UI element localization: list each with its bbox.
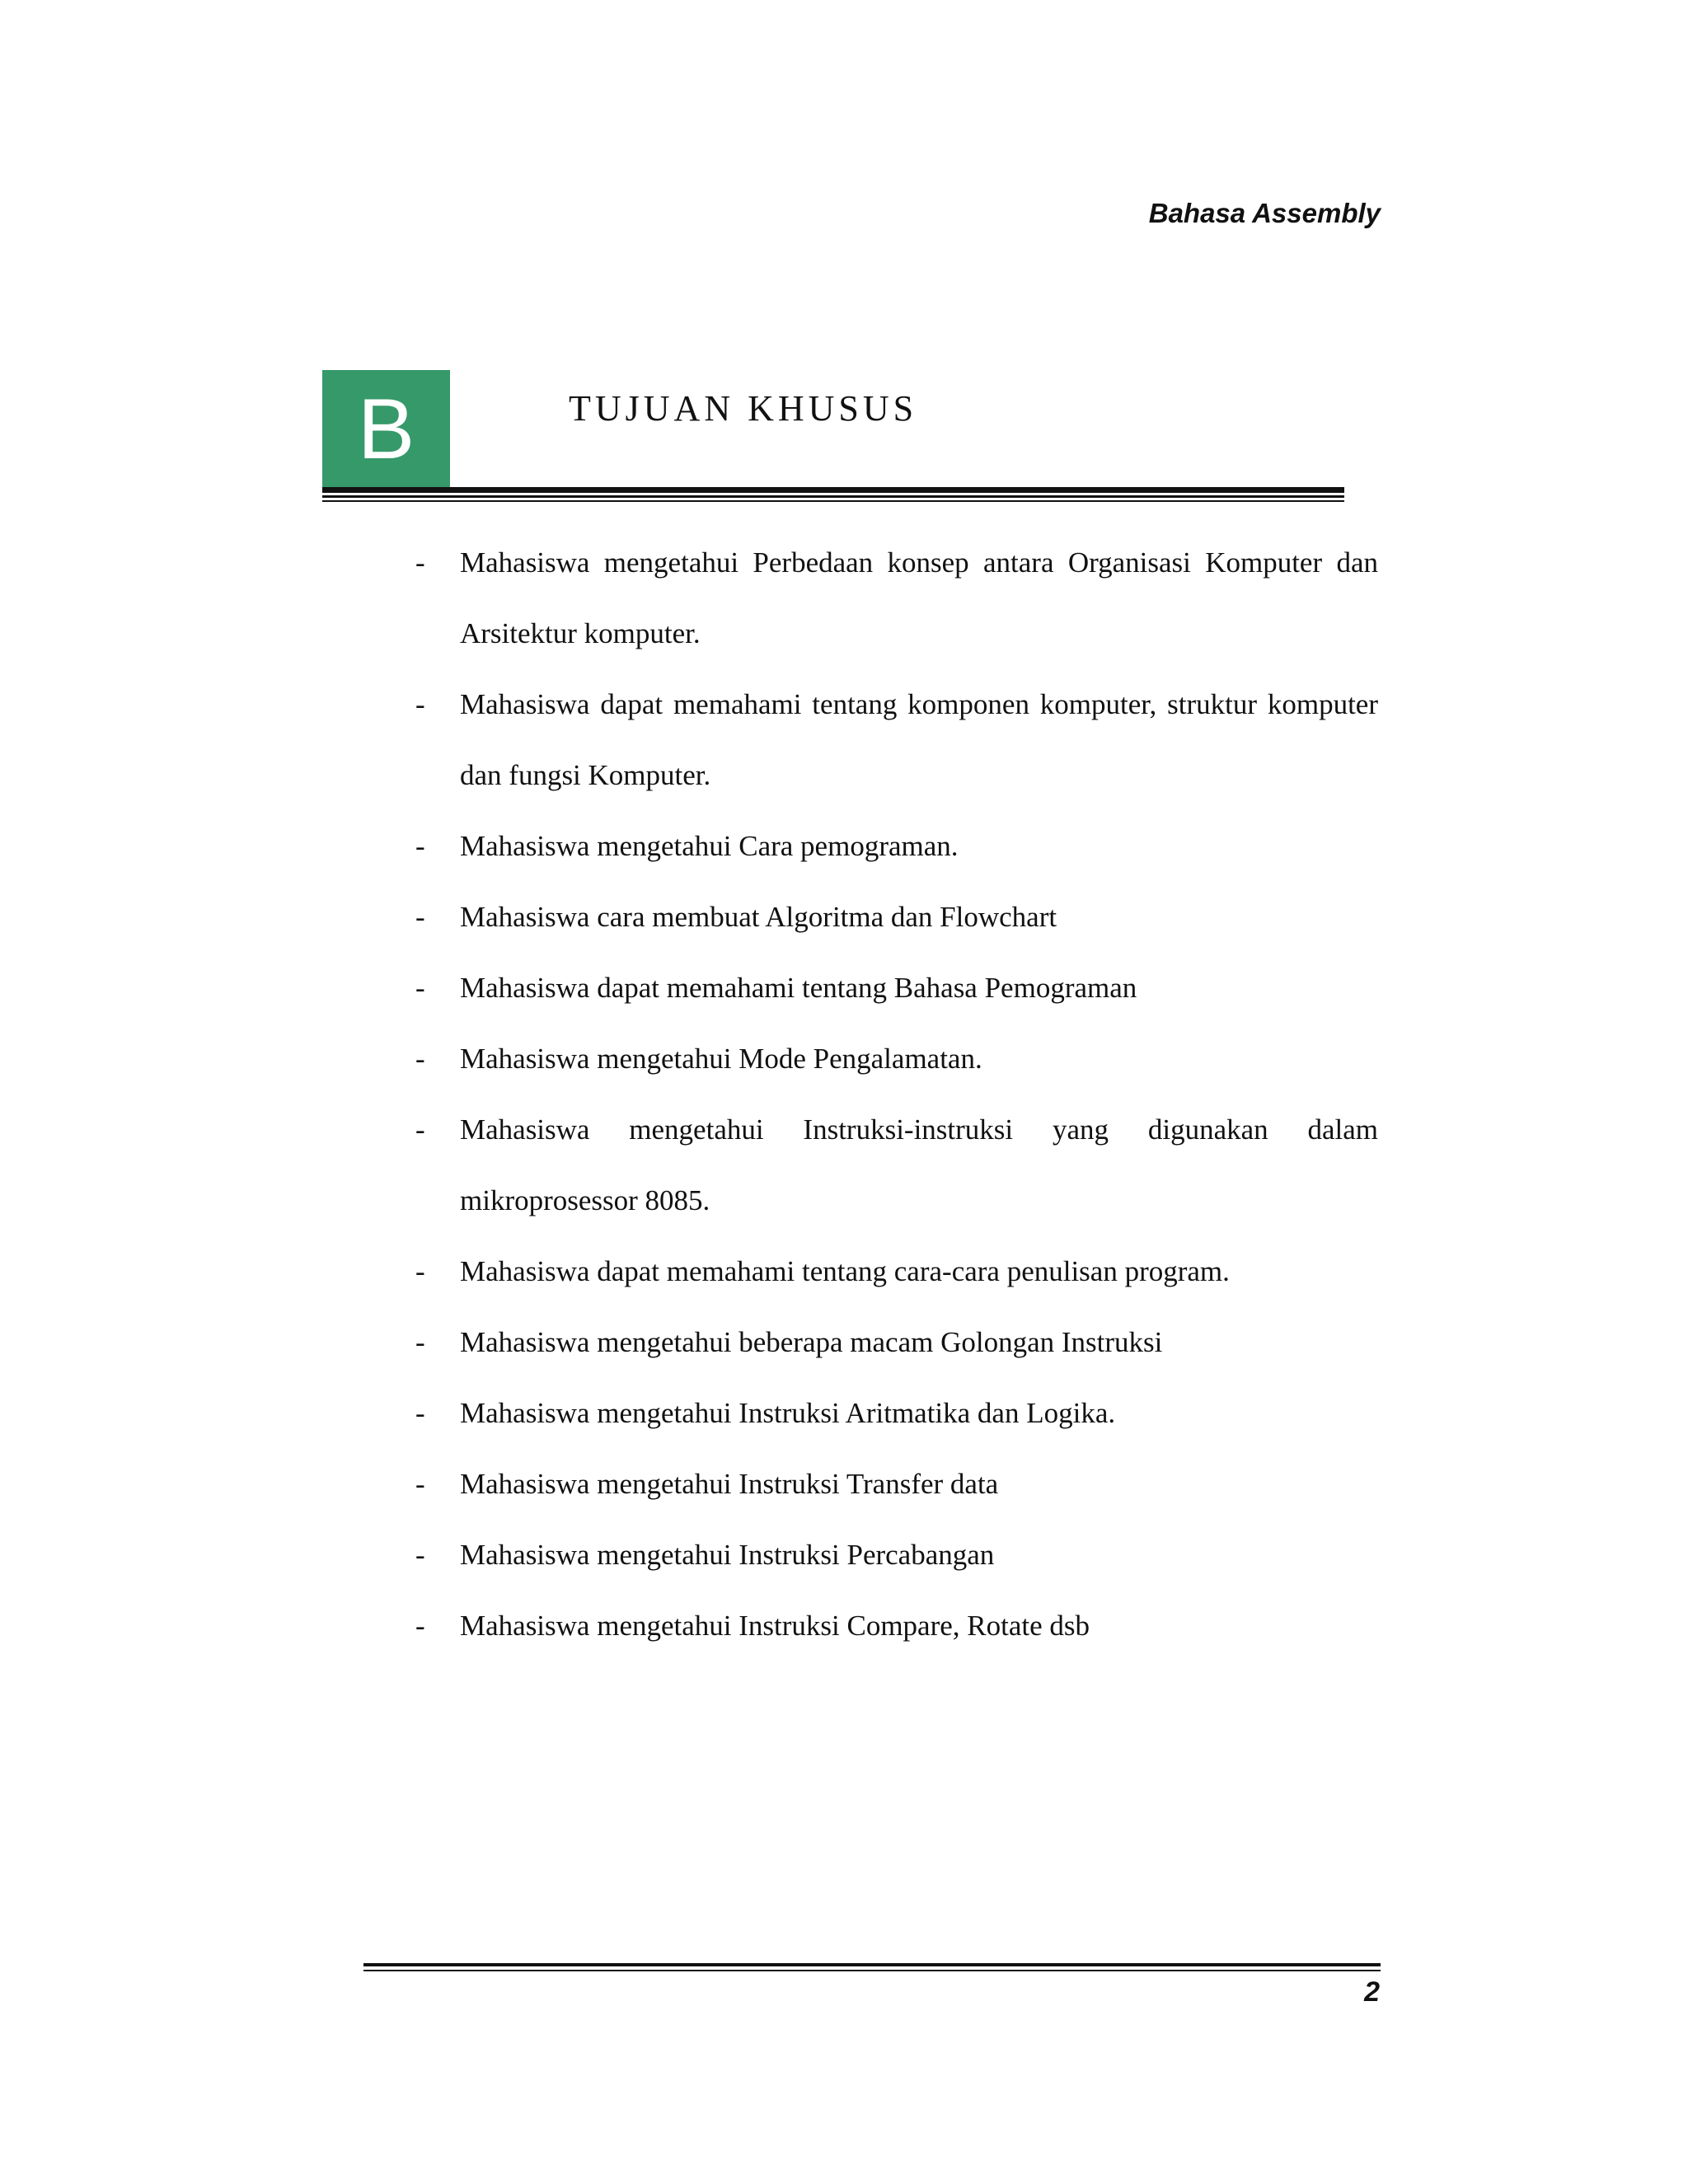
objectives-list [409,527,1378,1661]
running-header: Bahasa Assembly [1148,198,1381,228]
objective-text: Mahasiswa mengetahui Instruksi Compare, Rotate dsb [460,1610,1090,1642]
objective-text: Mahasiswa mengetahui Perbedaan konsep antara Organisasi Komputer dan Arsitektur komputer. [460,546,1378,649]
objective-text: Mahasiswa mengetahui Instruksi Aritmatika dan Logika. [460,1397,1116,1429]
title-divider [322,487,1344,493]
list-item: - Mahasiswa dapat memahami tentang komponen komputer, struktur komputer dan fungsi Komputer. [415,688,1378,791]
page-number: 2 [1364,1976,1380,2008]
list-item: - Mahasiswa mengetahui Instruksi Aritmatika dan Logika. [415,1397,1116,1429]
objective-text: Mahasiswa dapat memahami tentang Bahasa Pemograman [460,972,1137,1004]
objective-text: Mahasiswa mengetahui beberapa macam Golongan Instruksi [460,1326,1163,1358]
list-item: - Mahasiswa cara membuat Algoritma dan Flowchart [415,901,1057,933]
list-item: - Mahasiswa dapat memahami tentang Bahasa Pemograman [415,972,1137,1004]
section-letter-badge: B [322,370,450,490]
title-divider [322,500,1344,502]
objective-text: Mahasiswa dapat memahami tentang cara-cara penulisan program. [460,1255,1230,1287]
title-divider [322,495,1344,498]
objective-text: Mahasiswa mengetahui Instruksi Percabangan [460,1539,995,1571]
list-item: - Mahasiswa mengetahui Instruksi Percabangan [415,1539,995,1571]
list-item: - Mahasiswa mengetahui Instruksi-instruksi yang digunakan dalam mikroprosessor 8085. [415,1113,1378,1216]
objective-text: Mahasiswa cara membuat Algoritma dan Flowchart [460,901,1057,933]
list-item: - Mahasiswa mengetahui Perbedaan konsep antara Organisasi Komputer dan Arsitektur komputer. [415,546,1378,649]
list-item: - Mahasiswa mengetahui Cara pemograman. [415,830,959,862]
list-item: - Mahasiswa mengetahui Instruksi Transfer data [415,1468,999,1500]
objective-text: Mahasiswa mengetahui Instruksi Transfer data [460,1468,999,1500]
list-item: - Mahasiswa mengetahui Mode Pengalamatan. [415,1043,982,1075]
objective-text: Mahasiswa dapat memahami tentang komponen komputer, struktur komputer dan fungsi Komputer. [460,688,1378,791]
footer-divider [363,1970,1381,1971]
objective-text: Mahasiswa mengetahui Cara pemograman. [460,830,959,862]
objective-text: Mahasiswa mengetahui Instruksi-instruksi yang digunakan dalam mikroprosessor 8085. [460,1113,1378,1216]
footer-divider [363,1963,1381,1966]
section-title: TUJUAN KHUSUS [569,388,918,429]
objective-text: Mahasiswa mengetahui Mode Pengalamatan. [460,1043,982,1075]
list-item: - Mahasiswa dapat memahami tentang cara-cara penulisan program. [415,1255,1230,1287]
list-item: - Mahasiswa mengetahui Instruksi Compare, Rotate dsb [415,1610,1090,1642]
list-item: - Mahasiswa mengetahui beberapa macam Golongan Instruksi [415,1326,1163,1358]
